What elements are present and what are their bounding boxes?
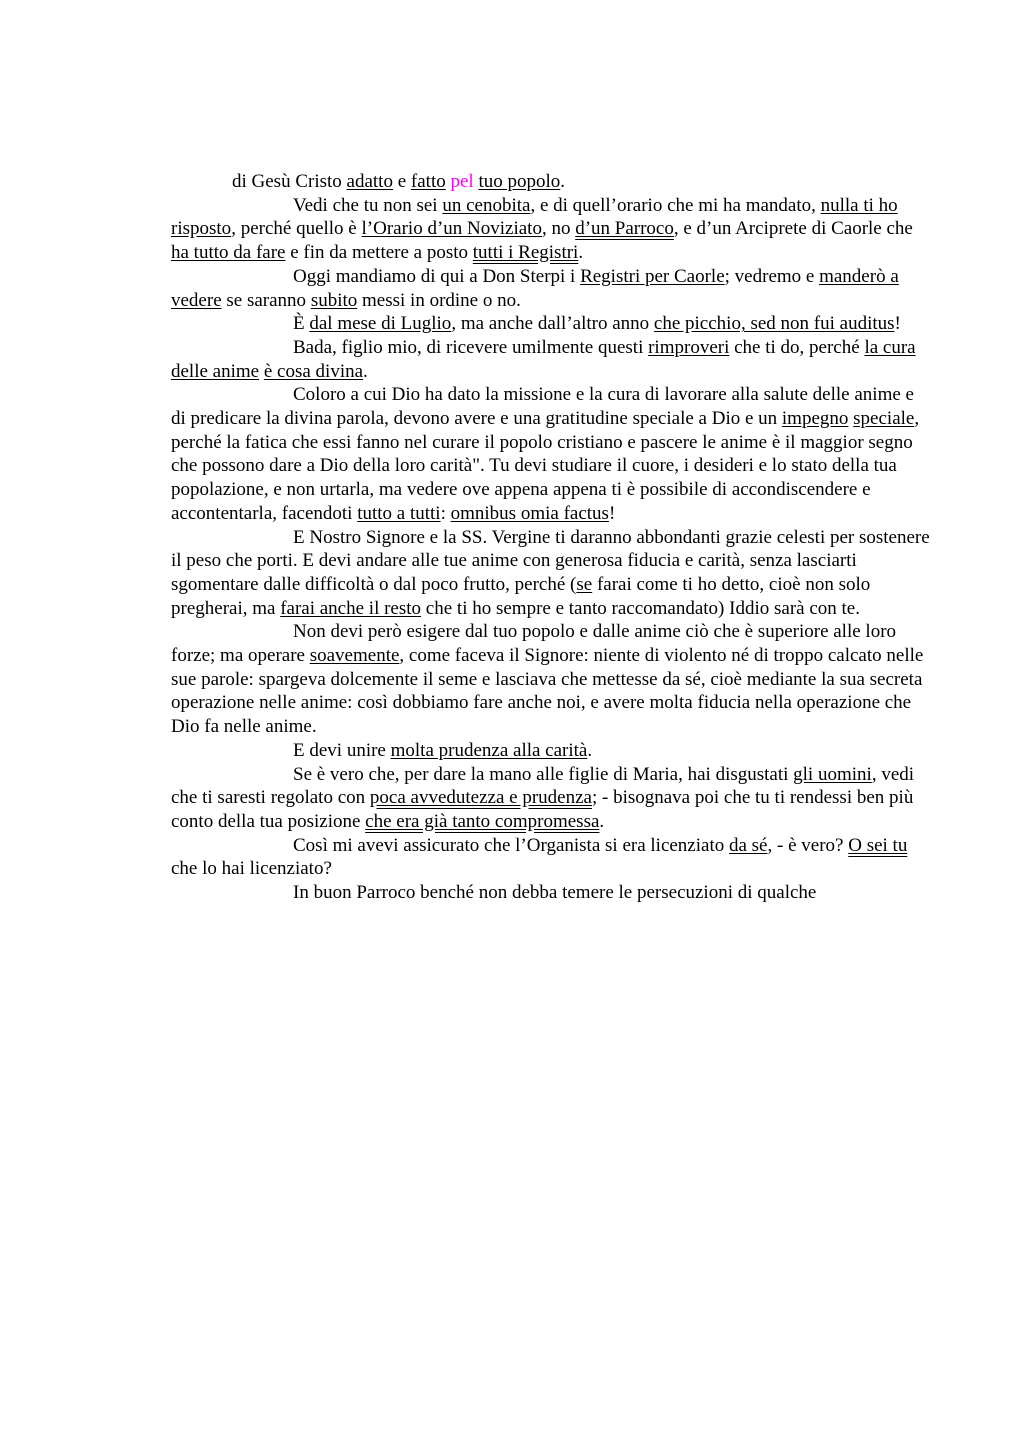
- underlined-text: omnibus omia factus: [450, 502, 609, 524]
- text-run: se saranno: [221, 289, 311, 311]
- underlined-text: tuo popolo: [478, 171, 561, 192]
- text-run: In buon Parroco benché non debba temere le persecuzioni di qualche: [293, 882, 817, 904]
- text-run: e fin da mettere a posto: [285, 242, 473, 264]
- double-underlined-text: che era già tanto compromessa: [365, 810, 600, 832]
- paragraph: [171, 834, 933, 881]
- text-run: farai come ti ho detto, cioè non solo pregherai, ma: [171, 573, 871, 619]
- paragraph: [171, 336, 933, 383]
- underlined-text: se: [576, 573, 593, 595]
- underlined-text: delle anime: [171, 360, 260, 382]
- paragraph: [171, 620, 933, 739]
- underlined-text: molta prudenza alla carità: [390, 739, 588, 761]
- underlined-text: Registri per Caorle: [580, 265, 725, 287]
- text-run: , perché quello è: [231, 218, 362, 240]
- text-run: Oggi mandiamo di qui a Don Sterpi i: [293, 265, 581, 287]
- paragraph: [171, 739, 933, 763]
- underlined-text: adatto: [346, 171, 393, 192]
- text-run: che ti ho sempre e tanto raccomandato) Iddio sarà con te.: [421, 597, 860, 619]
- text-run: .: [578, 242, 584, 264]
- text-run: Non devi però esigere dal tuo popolo e dalle anime ciò che è superiore alle loro forze; ma operare: [171, 621, 897, 667]
- underlined-text: rimproveri: [648, 336, 730, 358]
- text-run: .: [587, 739, 593, 761]
- text-run: Coloro a cui Dio ha dato la missione e la cura di lavorare alla salute delle anime e di predicare la divina parola, devono avere e una gratitudine speciale a Dio e un: [171, 384, 914, 430]
- underlined-text: fatto: [410, 171, 446, 192]
- text-run: Se è vero che, per dare la mano alle figlie di Maria, hai disgustati: [293, 763, 794, 785]
- underlined-text: è cosa divina: [263, 360, 364, 382]
- double-underlined-text: O sei tu: [848, 834, 908, 856]
- text-run: .: [599, 810, 605, 832]
- text-run: ; vedremo e: [724, 265, 820, 287]
- text-run: che lo hai licenziato?: [171, 858, 332, 880]
- text-run: :: [440, 502, 451, 524]
- text-run: che ti do, perché: [729, 336, 865, 358]
- underlined-text: speciale: [853, 408, 915, 430]
- text-run: , e di quell’orario che mi ha mandato,: [530, 194, 821, 216]
- double-underlined-text: tutti i Registri: [472, 242, 579, 264]
- underlined-text: manderò a vedere: [171, 265, 899, 311]
- text-run: messi in ordine o no.: [357, 289, 521, 311]
- underlined-text: la cura: [864, 336, 916, 358]
- text-run: , vedi che ti saresti regolato con: [171, 763, 915, 809]
- underlined-text: dal mese di Luglio: [309, 313, 452, 335]
- underlined-text: l’Orario d’un Noviziato: [361, 218, 542, 240]
- text-run: Così mi avevi assicurato che l’Organista si era licenziato: [293, 834, 729, 856]
- document-body: [171, 170, 933, 905]
- text-run: E Nostro Signore e la SS. Vergine ti daranno abbondanti grazie celesti per sostenere il peso che porti. E devi andare alle tue anime con generosa fiducia e carità, senza lasciarti sgomentare dalle difficoltà o dal poco frutto, perché (: [171, 526, 930, 595]
- text-run: !: [608, 502, 616, 524]
- text-run: , e d’un Arciprete di Caorle che: [673, 218, 913, 240]
- underlined-text: da sé: [728, 834, 768, 856]
- paragraph: [171, 265, 933, 312]
- text-run: ; - bisognava poi che tu ti rendessi ben più conto della tua posizione: [171, 787, 914, 832]
- underlined-text: nulla ti ho risposto: [171, 194, 898, 240]
- underlined-text: ha tutto da fare: [171, 242, 286, 264]
- double-underlined-text: d’un Parroco: [575, 218, 674, 240]
- text-run: È: [293, 313, 310, 335]
- paragraph: [171, 194, 933, 265]
- double-underlined-text: poca avvedutezza e prudenza: [369, 787, 592, 809]
- underlined-text: gli uomini: [793, 763, 872, 785]
- text-run: , perché la fatica che essi fanno nel curare il popolo cristiano e pascere le anime è il maggior segno che possono dare a Dio della loro carità". Tu devi studiare il cuore, i desideri e lo stato della tua popolazione, e non urtarla, ma vedere ove appena appena ti è possibile di accondiscendere e accontentarla, facendoti: [171, 408, 920, 524]
- paragraph: [171, 383, 933, 525]
- underlined-text: farai anche il resto: [280, 597, 422, 619]
- underlined-text: impegno: [781, 408, 849, 430]
- underlined-text: soavemente: [309, 645, 400, 667]
- text-run: , ma anche dall’altro anno: [451, 313, 654, 335]
- paragraph-last: [171, 881, 933, 905]
- text-run: Bada, figlio mio, di ricevere umilmente questi: [293, 336, 649, 358]
- underlined-text: subito: [310, 289, 358, 311]
- text-run: e: [392, 171, 411, 192]
- paragraph: [171, 312, 933, 336]
- underlined-text: tutto a tutti: [357, 502, 441, 524]
- paragraph-continuation: [171, 170, 933, 194]
- text-run: , come faceva il Signore: niente di violento né di troppo calcato nelle sue parole: spargeva dolcemente il seme e lasciava che mettesse da sé, cioè mediante la sua secreta operazione nelle anime: così dobbiamo fare anche noi, e avere molta fiducia nella operazione che Dio fa nelle anime.: [171, 645, 924, 738]
- text-run: di Gesù Cristo: [232, 171, 347, 192]
- text-run: !: [894, 313, 901, 335]
- underlined-text: un cenobita: [442, 194, 531, 216]
- text-run: , - è vero?: [767, 834, 849, 856]
- paragraph: [171, 763, 933, 834]
- text-run: , no: [541, 218, 576, 240]
- text-run: E devi unire: [293, 739, 391, 761]
- text-run: .: [560, 171, 566, 192]
- underlined-text: che picchio, sed non fui auditus: [653, 313, 895, 335]
- highlighted-text: pel: [450, 171, 474, 192]
- text-run: Vedi che tu non sei: [293, 194, 443, 216]
- paragraph: [171, 526, 933, 621]
- text-run: .: [363, 360, 368, 382]
